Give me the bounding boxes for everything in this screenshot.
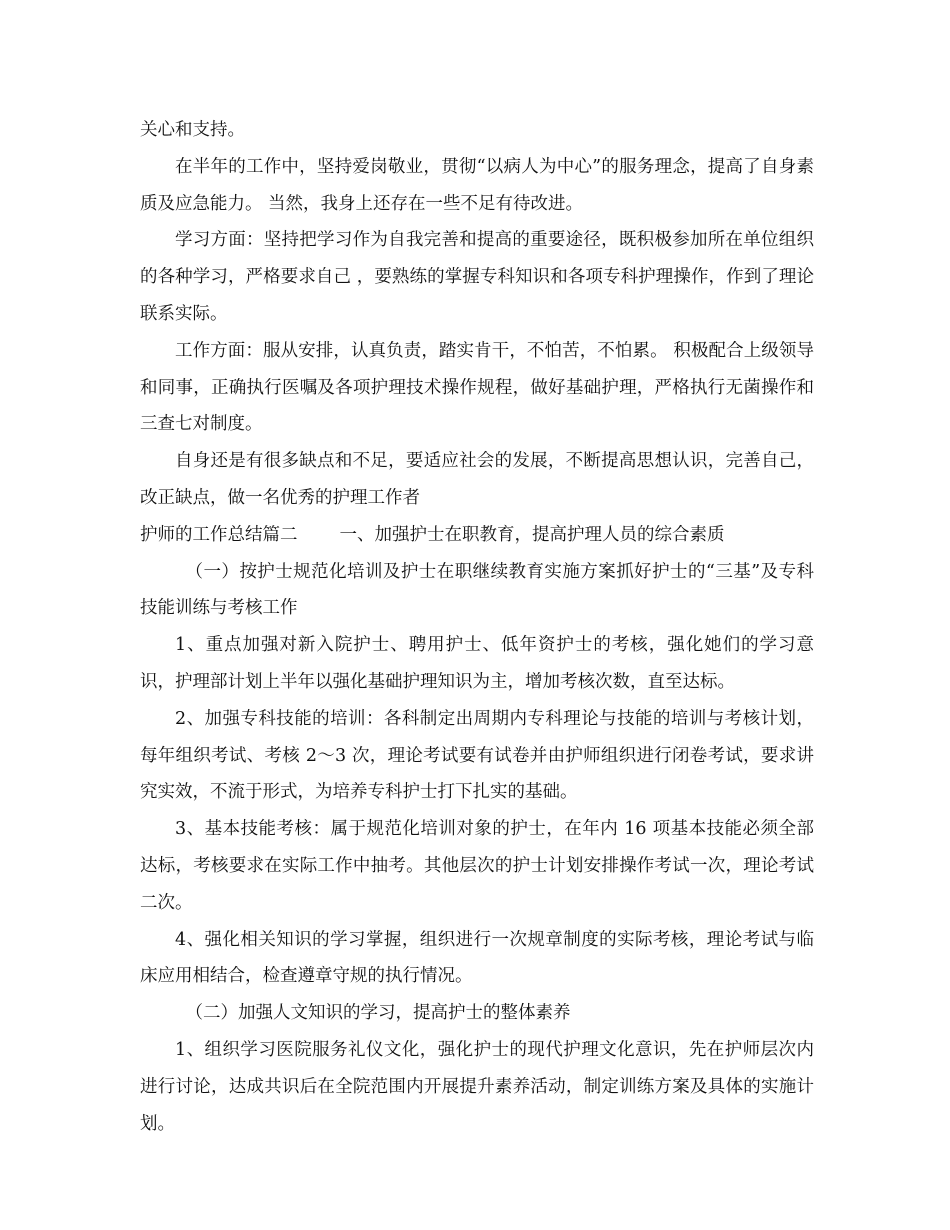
section-heading: 一、加强护士在职教育，提高护理人员的综合素质	[339, 524, 725, 545]
list-item: 1、组织学习医院服务礼仪文化，强化护士的现代护理文化意识，先在护师层次内进行讨论，达成共识后在全院范围内开展提升素养活动，制定训练方案及具体的实施计划。	[140, 1039, 814, 1134]
subsection-heading: （二）加强人文知识的学习，提高护士的整体素养	[185, 1003, 571, 1024]
paragraph: 在半年的工作中，坚持爱岗敬业，贯彻“以病人为中心”的服务理念，提高了自身素质及应急能力。 当然，我身上还存在一些不足有待改进。	[140, 156, 814, 214]
paragraph: 学习方面：坚持把学习作为自我完善和提高的重要途径，既积极参加所在单位组织的各种学习，严格要求自己 ，要熟练的掌握专科知识和各项专科护理操作，作到了理论联系实际。	[140, 230, 814, 324]
list-item: 1、重点加强对新入院护士、聘用护士、低年资护士的考核，强化她们的学习意识，护理部计划上半年以强化基础护理知识为主，增加考核次数，直至达标。	[140, 635, 814, 692]
paragraph: 工作方面：服从安排，认真负责，踏实肯干，不怕苦，不怕累。 积极配合上级领导和同事，正确执行医嘱及各项护理技术操作规程，做好基础护理，严格执行无菌操作和三查七对制度。	[140, 340, 814, 435]
section-heading-line	[140, 517, 814, 554]
list-item: 3、基本技能考核：属于规范化培训对象的护士，在年内 16 项基本技能必须全部达标，考核要求在实际工作中抽考。其他层次的护士计划安排操作考试一次，理论考试二次。	[140, 819, 814, 913]
subsection-heading: （一）按护士规范化培训及护士在职继续教育实施方案抓好护士的“三基”及专科技能训练与考核工作	[140, 561, 814, 619]
list-item: 4、强化相关知识的学习掌握，组织进行一次规章制度的实际考核，理论考试与临床应用相结合，检查遵章守规的执行情况。	[140, 929, 814, 987]
document-body	[140, 112, 814, 1142]
list-item: 2、加强专科技能的培训：各科制定出周期内专科理论与技能的培训与考核计划，每年组织考试、考核 2～3 次，理论考试要有试卷并由护师组织进行闭卷考试，要求讲究实效，不流于形式，为培养专科护士打下扎实的基础。	[140, 708, 814, 803]
section-title: 护师的工作总结篇二	[140, 524, 298, 545]
paragraph: 关心和支持。	[140, 120, 245, 140]
paragraph: 自身还是有很多缺点和不足，要适应社会的发展，不断提高思想认识，完善自己，改正缺点，做一名优秀的护理工作者	[140, 451, 814, 508]
